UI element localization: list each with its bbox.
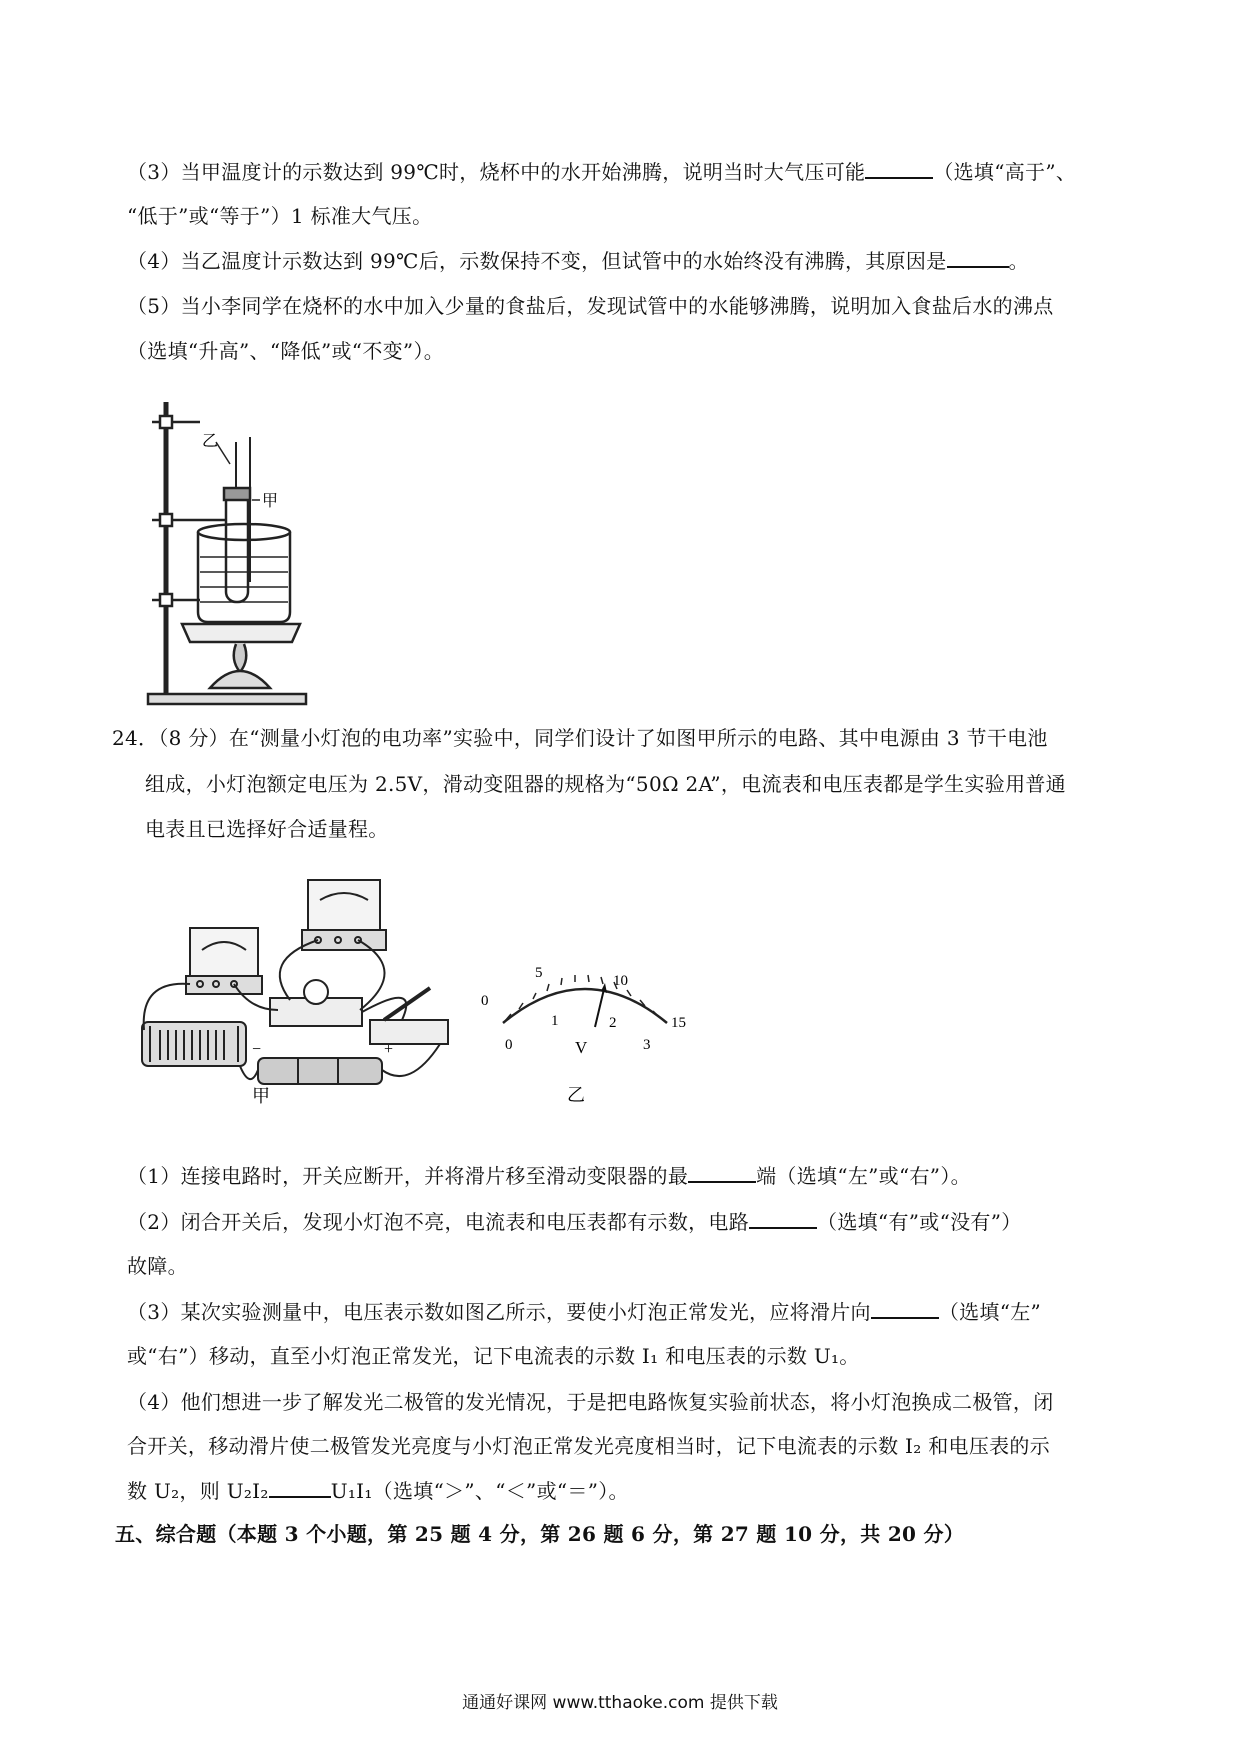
inner-tick-3: 3 bbox=[643, 1037, 651, 1053]
answer-blank[interactable] bbox=[871, 1299, 939, 1319]
q23-part5-line1: （5）当小李同学在烧杯的水中加入少量的食盐后，发现试管中的水能够沸腾，说明加入食盐后水的沸点 bbox=[127, 294, 1054, 318]
boiling-apparatus-figure bbox=[140, 392, 320, 712]
answer-blank[interactable] bbox=[865, 159, 933, 179]
inner-tick-0: 0 bbox=[505, 1037, 513, 1053]
q24-part1: （1）连接电路时，开关应断开，并将滑片移至滑动变限器的最 端（选填“左”或“右”）。 bbox=[127, 1164, 971, 1188]
answer-blank[interactable] bbox=[749, 1209, 817, 1229]
page-footer: 通通好课网 www.tthaoke.com 提供下载 bbox=[462, 1693, 778, 1713]
answer-blank[interactable] bbox=[688, 1163, 756, 1183]
dial-arc bbox=[503, 989, 667, 1023]
q24-part3-line1: （3）某次实验测量中，电压表示数如图乙所示，要使小灯泡正常发光，应将滑片向 （选填“左” bbox=[127, 1300, 1042, 1324]
q23-part4: （4）当乙温度计示数达到 99℃后，示数保持不变，但试管中的水始终没有沸腾，其原因是 。 bbox=[127, 249, 1029, 273]
thermometer-jia-label: 甲 bbox=[262, 493, 279, 510]
q24-part4-line3: 数 U₂，则 U₂I₂ U₁I₁（选填“＞”、“＜”或“＝”）。 bbox=[127, 1479, 629, 1503]
figure-yi-caption: 乙 bbox=[567, 1085, 585, 1105]
q23-part3-line1: （3）当甲温度计的示数达到 99℃时，烧杯中的水开始沸腾，说明当时大气压可能 （选填“高于”、 bbox=[127, 160, 1077, 184]
outer-tick-0: 0 bbox=[481, 993, 489, 1009]
section-5-heading: 五、综合题（本题 3 个小题，第 25 题 4 分，第 26 题 6 分，第 27 题 10 分，共 20 分） bbox=[115, 1522, 965, 1546]
q24-part2-line2: 故障。 bbox=[127, 1254, 188, 1278]
q24-intro-line2: 组成，小灯泡额定电压为 2.5V，滑动变阻器的规格为“50Ω 2A”，电流表和电压表都是学生实验用普通 bbox=[145, 772, 1066, 796]
q24-part4-line2: 合开关，移动滑片使二极管发光亮度与小灯泡正常发光亮度相当时，记下电流表的示数 I₂ 和电压表的示 bbox=[127, 1434, 1051, 1458]
answer-blank[interactable] bbox=[947, 248, 1009, 268]
outer-tick-15: 15 bbox=[671, 1015, 686, 1031]
inner-tick-2: 2 bbox=[609, 1015, 617, 1031]
q24-part2-line1: （2）闭合开关后，发现小灯泡不亮，电流表和电压表都有示数，电路 （选填“有”或“没有”） bbox=[127, 1210, 1022, 1234]
outer-tick-10: 10 bbox=[613, 973, 628, 989]
q24-intro-line1: 24．（8 分）在“测量小灯泡的电功率”实验中，同学们设计了如图甲所示的电路、其中电源由 3 节干电池 bbox=[112, 726, 1048, 750]
voltmeter-dial-figure-yi bbox=[475, 965, 700, 1105]
figure-jia-caption: 甲 bbox=[252, 1086, 270, 1105]
q24-part4-line1: （4）他们想进一步了解发光二极管的发光情况，于是把电路恢复实验前状态，将小灯泡换成二极管，闭 bbox=[127, 1390, 1054, 1414]
q23-part3-line2: “低于”或“等于”）1 标准大气压。 bbox=[127, 204, 433, 228]
meter-unit-label: V bbox=[575, 1038, 588, 1057]
battery-negative-label: − bbox=[252, 1041, 262, 1058]
circuit-figure-jia bbox=[140, 870, 470, 1105]
outer-tick-5: 5 bbox=[535, 965, 543, 981]
answer-blank[interactable] bbox=[269, 1478, 331, 1498]
q24-part3-line2: 或“右”）移动，直至小灯泡正常发光，记下电流表的示数 I₁ 和电压表的示数 U₁。 bbox=[127, 1344, 860, 1368]
q23-part5-line2: （选填“升高”、“降低”或“不变”）。 bbox=[127, 339, 445, 363]
thermometer-yi-label: 乙 bbox=[202, 433, 219, 450]
dial-pointer bbox=[595, 989, 604, 1027]
q24-intro-line3: 电表且已选择好合适量程。 bbox=[145, 817, 389, 841]
battery-positive-label: + bbox=[384, 1041, 394, 1058]
inner-tick-1: 1 bbox=[551, 1013, 559, 1029]
